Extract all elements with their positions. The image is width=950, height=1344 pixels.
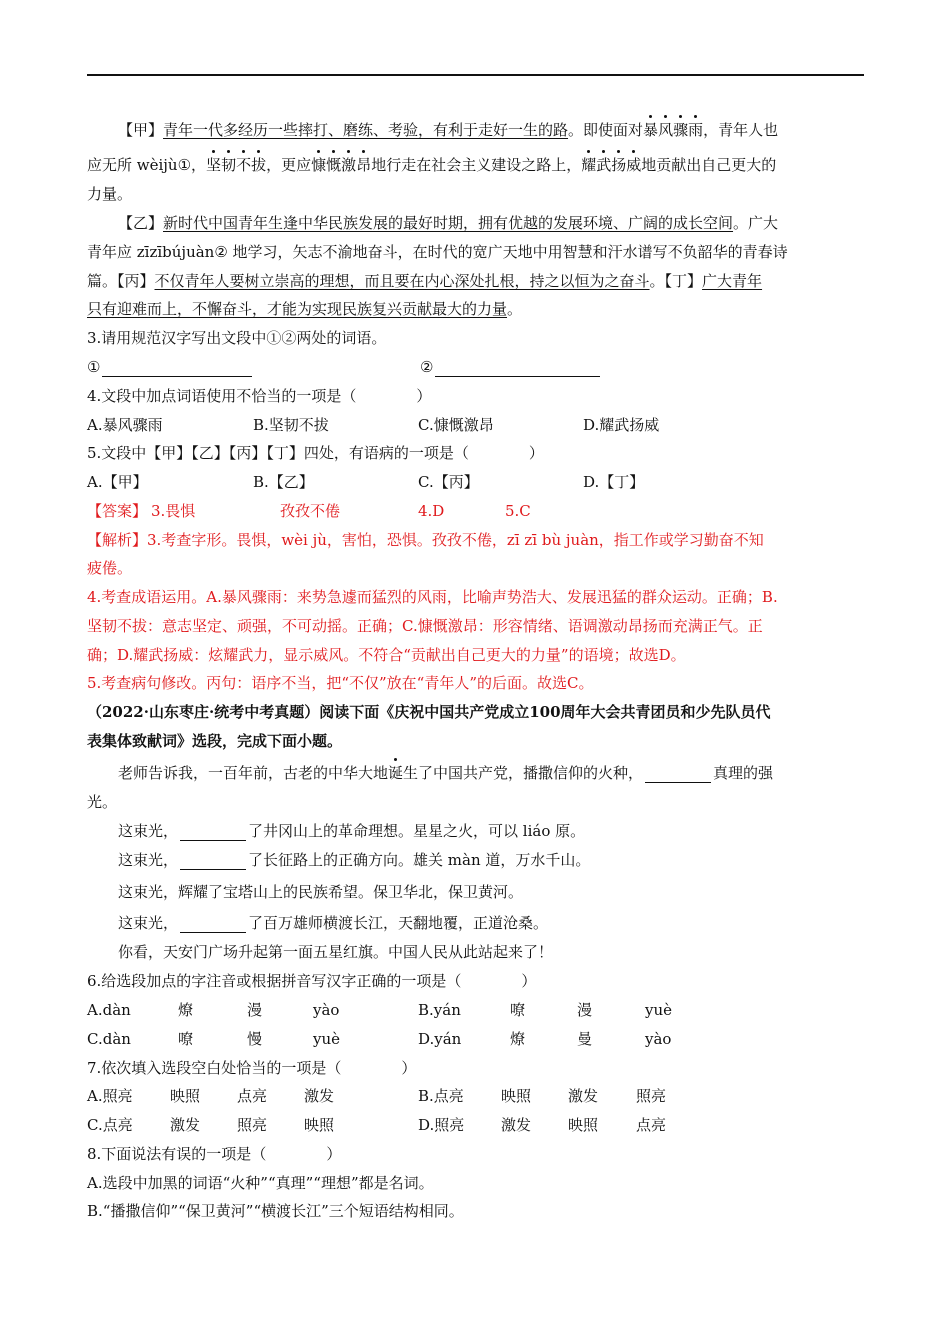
text-fragment: 地贡献出自己更大的	[641, 156, 777, 174]
q7-c-item: 激发	[170, 1116, 201, 1134]
dotted-char: 暴	[643, 121, 659, 139]
dotted-word-1	[643, 121, 703, 139]
q3-blank-2[interactable]	[435, 362, 600, 377]
dotted-word-3	[311, 156, 371, 174]
dotted-word-4	[581, 156, 641, 174]
analysis-line-6: 5.考查病句修改。丙句：语序不当，把“不仅”放在“青年人”的后面。故选C。	[87, 674, 594, 692]
blank-4[interactable]	[180, 918, 246, 933]
passage-line-4	[118, 213, 778, 233]
q8-option-b[interactable]: B.“播撒信仰”“保卫黄河”“横渡长江”三个短语结构相同。	[87, 1202, 464, 1220]
q4-option-a[interactable]: A.暴风骤雨	[87, 416, 163, 434]
answer-3-1: 3.畏惧	[151, 502, 196, 520]
q6-c-item: yuè	[313, 1030, 341, 1048]
q5-option-b[interactable]: B.【乙】	[253, 473, 314, 491]
text-fragment: 。【丁】	[649, 272, 703, 290]
q8-option-a[interactable]: A.选段中加黑的词语“火种”“真理”“理想”都是名词。	[87, 1174, 434, 1192]
q6-c-item: 慢	[247, 1030, 263, 1048]
tag-jia: 【甲】	[118, 121, 164, 139]
q6-option-c[interactable]: C.dàn	[87, 1030, 131, 1048]
passage-line-3: 力量。	[87, 185, 133, 203]
tag-yi: 【乙】	[118, 214, 164, 232]
q6-option-d[interactable]: D.yán	[418, 1030, 462, 1048]
q7-d-item: 点亮	[636, 1116, 667, 1134]
passage-line-1	[118, 120, 778, 140]
sentence-ding: 只有迎难而上，不懈奋斗，才能为实现民族复兴贡献最大的力量	[87, 300, 508, 318]
text-fragment: 。广大	[733, 214, 779, 232]
q6-b-item: yuè	[645, 1001, 673, 1019]
dotted-char: 武	[596, 156, 612, 174]
q6-b-item: 漫	[577, 1001, 593, 1019]
q3-answer-row	[87, 357, 254, 377]
q6-option-a[interactable]: A.dàn	[87, 1001, 131, 1019]
dotted-char: 耀	[581, 156, 597, 174]
header-rule	[87, 74, 864, 76]
section2-para-3	[118, 850, 590, 870]
answer-3-2: 孜孜不倦	[280, 502, 341, 520]
text-fragment: 了井冈山上的革命理想。星星之火，可以 liáo 原。	[248, 822, 586, 840]
section2-para-1	[118, 763, 773, 783]
analysis-line-5: 确；D.耀武扬威：炫耀武力，显示威风。不符合“贡献出自己更大的力量”的语境；故选D。	[87, 646, 686, 664]
q7-c-item: 映照	[304, 1116, 335, 1134]
q3-stem: 3.请用规范汉字写出文段中①②两处的词语。	[87, 329, 387, 347]
text-fragment: 真理的强	[713, 764, 774, 782]
dotted-char: 雨	[688, 121, 704, 139]
answer-label: 【答案】	[87, 502, 148, 520]
analysis-line-1	[87, 530, 764, 550]
q4-option-b[interactable]: B.坚韧不拔	[253, 416, 329, 434]
q5-option-a[interactable]: A.【甲】	[87, 473, 148, 491]
text-fragment: 这束光，	[118, 914, 179, 932]
q4-option-c[interactable]: C.慷慨激昂	[418, 416, 494, 434]
analysis-label: 【解析】	[87, 531, 148, 549]
dotted-char: 昂	[356, 156, 372, 174]
q7-option-d[interactable]: D.照亮	[418, 1116, 465, 1134]
q7-a-item: 映照	[170, 1087, 201, 1105]
q3-mark-2: ②	[420, 358, 434, 376]
dotted-char: 骤	[673, 121, 689, 139]
answer-4: 4.D	[418, 502, 445, 520]
text-fragment: 了百万雄师横渡长江，天翻地覆，正道沧桑。	[248, 914, 549, 932]
dotted-char: 激	[341, 156, 357, 174]
text-fragment: 生了中国共产党，播撒信仰的火种，	[403, 764, 644, 782]
q7-stem: 7.依次填入选段空白处恰当的一项是（ ）	[87, 1059, 417, 1077]
q5-stem: 5.文段中【甲】【乙】【丙】【丁】四处，有语病的一项是（ ）	[87, 444, 544, 462]
q8-stem: 8.下面说法有误的一项是（ ）	[87, 1145, 342, 1163]
q6-a-item: 燎	[178, 1001, 194, 1019]
q6-b-item: 嘹	[510, 1001, 526, 1019]
q6-stem: 6.给选段加点的字注音或根据拼音写汉字正确的一项是（ ）	[87, 972, 537, 990]
passage-line-2	[87, 155, 776, 175]
q5-option-c[interactable]: C.【丙】	[418, 473, 479, 491]
q6-a-item: yào	[313, 1001, 340, 1019]
q7-b-item: 激发	[568, 1087, 599, 1105]
passage-line-6	[87, 271, 762, 291]
dotted-char: 拔	[251, 156, 267, 174]
q6-a-item: 漫	[247, 1001, 263, 1019]
dotted-char: 风	[658, 121, 674, 139]
section2-para-4: 这束光，辉耀了宝塔山上的民族希望。保卫华北，保卫黄河。	[118, 883, 524, 901]
text-fragment: 老师告诉我，一百年前，古老的中华大地	[118, 764, 389, 782]
dotted-word-2	[206, 156, 266, 174]
q6-option-b[interactable]: B.yán	[418, 1001, 461, 1019]
section2-para-1-cont: 光。	[87, 793, 118, 811]
blank-2[interactable]	[180, 826, 246, 841]
q7-b-item: 照亮	[636, 1087, 667, 1105]
text-fragment: 地行走在社会主义建设之路上，	[371, 156, 582, 174]
text-fragment: 应无所 wèijù①，	[87, 156, 207, 174]
text-fragment: 3.考查字形。畏惧，wèi jù，害怕，恐惧。孜孜不倦，zī zī bù juàn，指工作或学习勤奋不知	[147, 531, 764, 549]
dotted-char: 不	[236, 156, 252, 174]
blank-1[interactable]	[645, 768, 711, 783]
sentence-ding-start: 广大青年	[702, 272, 763, 290]
sentence-yi: 新时代中国青年生逢中华民族发展的最好时期，拥有优越的发展环境、广阔的成长空间	[163, 214, 734, 232]
dotted-char: 慷	[311, 156, 327, 174]
analysis-line-4: 坚韧不拔：意志坚定、顽强，不可动摇。正确；C.慷慨激昂：形容情绪、语调激动昂扬而充满正气。正	[87, 617, 763, 635]
q7-b-item: 映照	[501, 1087, 532, 1105]
sentence-jia: 青年一代多经历一些摔打、磨练、考验，有利于走好一生的路	[163, 121, 569, 139]
q3-mark-1: ①	[87, 358, 101, 376]
text-fragment: 。即使面对	[568, 121, 644, 139]
q6-d-item: 曼	[577, 1030, 593, 1048]
q7-a-item: 激发	[304, 1087, 335, 1105]
q7-option-b[interactable]: B.点亮	[418, 1087, 464, 1105]
dotted-char: 坚	[206, 156, 222, 174]
q5-option-d[interactable]: D.【丁】	[583, 473, 645, 491]
q3-blank-1[interactable]	[102, 362, 252, 377]
text-fragment: 。	[507, 300, 523, 318]
dotted-char: 慨	[326, 156, 342, 174]
section2-para-6: 你看，天安门广场升起第一面五星红旗。中国人民从此站起来了！	[118, 943, 554, 961]
text-fragment: 这束光，	[118, 822, 179, 840]
q6-d-item: 燎	[510, 1030, 526, 1048]
dotted-char-dan: 诞	[388, 764, 404, 782]
section2-para-2	[118, 821, 585, 841]
q4-stem: 4.文段中加点词语使用不恰当的一项是（ ）	[87, 387, 432, 405]
section2-para-5	[118, 913, 548, 933]
dotted-char: 扬	[611, 156, 627, 174]
q7-d-item: 映照	[568, 1116, 599, 1134]
passage-line-7	[87, 299, 522, 319]
blank-3[interactable]	[180, 855, 246, 870]
q4-option-d[interactable]: D.耀武扬威	[583, 416, 660, 434]
q6-c-item: 嘹	[178, 1030, 194, 1048]
section2-header-2: 表集体致献词》选段，完成下面小题。	[87, 732, 343, 750]
text-fragment: 了长征路上的正确方向。雄关 màn 道，万水千山。	[248, 851, 591, 869]
passage-line-5: 青年应 zīzībújuàn② 地学习，矢志不渝地奋斗，在时代的宽广天地中用智慧和汗水谱写不负韶华的青春诗	[87, 243, 788, 261]
dotted-char: 韧	[221, 156, 237, 174]
q7-option-a[interactable]: A.照亮	[87, 1087, 133, 1105]
q3-answer-row-2	[420, 357, 602, 377]
q7-a-item: 点亮	[237, 1087, 268, 1105]
text-fragment: ，青年人也	[703, 121, 779, 139]
sentence-bing: 不仅青年人要树立崇高的理想，而且要在内心深处扎根，持之以恒为之奋斗	[154, 272, 650, 290]
dotted-char: 威	[626, 156, 642, 174]
q7-option-c[interactable]: C.点亮	[87, 1116, 133, 1134]
analysis-line-3: 4.考查成语运用。A.暴风骤雨：来势急遽而猛烈的风雨，比喻声势浩大、发展迅猛的群众运动。正确；B.	[87, 588, 778, 606]
section2-header-1: （2022·山东枣庄·统考中考真题）阅读下面《庆祝中国共产党成立100周年大会共青团员和少先队员代	[87, 703, 771, 721]
text-fragment: 这束光，	[118, 851, 179, 869]
q7-d-item: 激发	[501, 1116, 532, 1134]
q7-c-item: 照亮	[237, 1116, 268, 1134]
analysis-line-2: 疲倦。	[87, 559, 133, 577]
q6-d-item: yào	[645, 1030, 672, 1048]
text-fragment: 篇。【丙】	[87, 272, 155, 290]
answer-5: 5.C	[505, 502, 531, 520]
text-fragment: ，更应	[266, 156, 312, 174]
